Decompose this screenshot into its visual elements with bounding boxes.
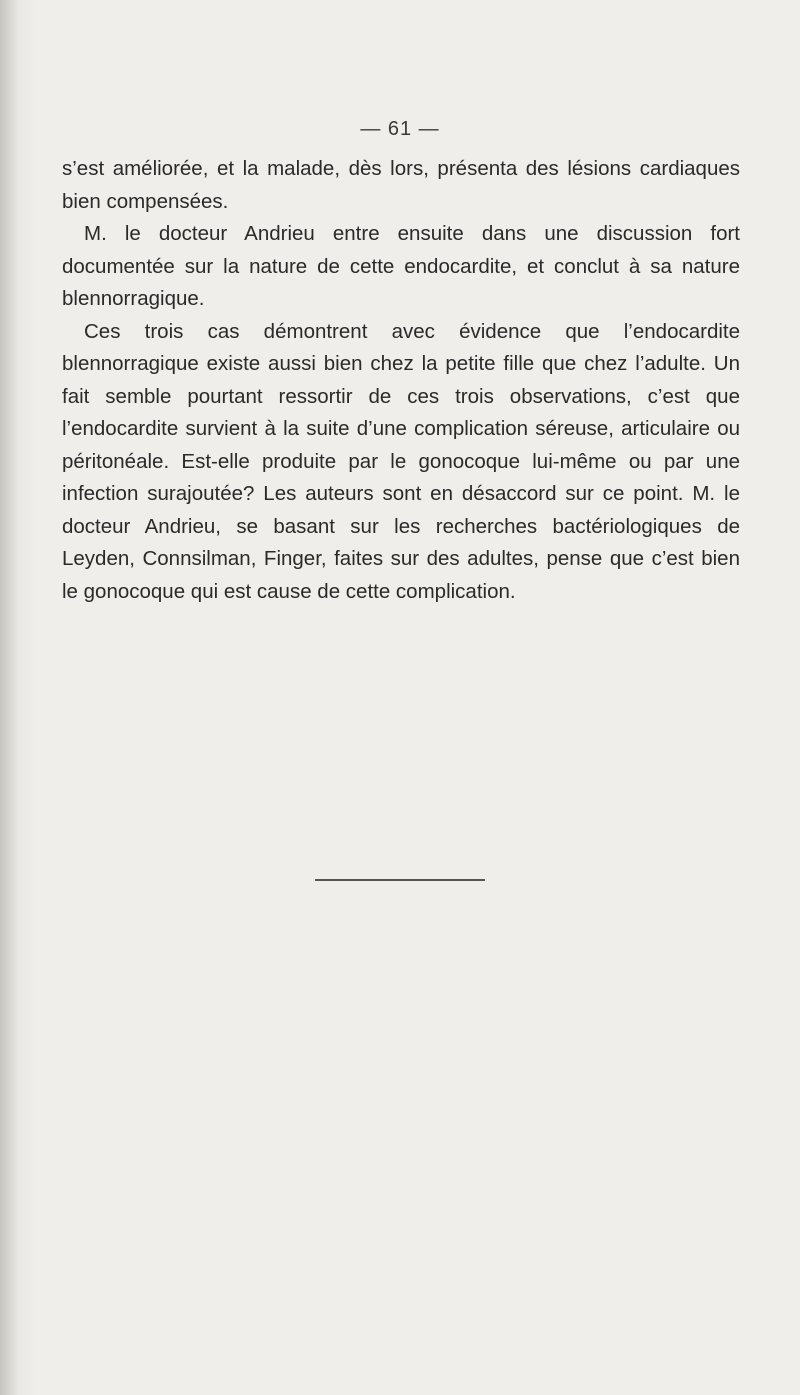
section-divider — [315, 879, 485, 881]
paragraph-2: M. le docteur Andrieu entre ensuite dans une discussion fort documentée sur la nature de cette endocardite, et conclut à sa nature blennorragique. — [62, 222, 740, 310]
page-edge-shadow — [0, 0, 38, 1395]
paragraph-3: Ces trois cas démontrent avec évidence que l’endocardite blennorragique existe aussi bien chez la petite fille que chez l’adulte. Un fait semble pourtant ressortir de ces trois observations, c’est que l’endocardite survient à la suite d’une complication séreuse, articulaire ou péritonéale. Est-elle produite par le gonocoque lui-même ou par une infection surajoutée? Les auteurs sont en désaccord sur ce point. M. le docteur Andrieu, se basant sur les recherches bactériologiques de Leyden, Connsilman, Finger, faites sur des adultes, pense que c’est bien le gonocoque qui est cause de cette complication. — [62, 319, 740, 603]
paragraph-1: s’est améliorée, et la malade, dès lors, présenta des lésions cardiaques bien compensées. — [62, 157, 740, 213]
page-number: — 61 — — [360, 118, 440, 140]
body-text — [62, 153, 740, 608]
